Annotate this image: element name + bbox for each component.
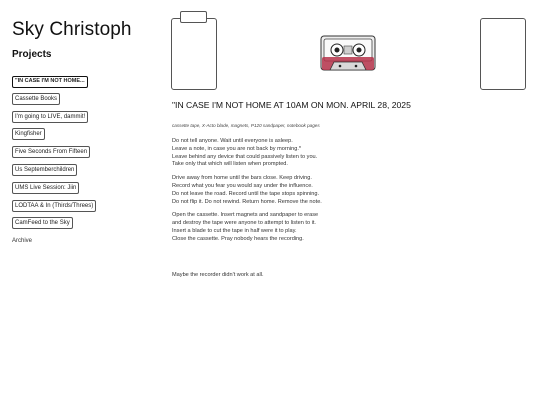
post-line: Drive away from home until the bars close. Keep driving.	[172, 175, 312, 182]
post-materials: cassette tape, X-Acto blade, magnets, P120 sandpaper, notebook pages	[172, 123, 320, 128]
nav-item-ums-live-session[interactable]: UMS Live Session: Jiin	[12, 182, 79, 194]
nav-item-camfeed-to-the-sky[interactable]: CamFeed to the Sky	[12, 217, 73, 229]
post-line: Close the cassette. Pray nobody hears the recording.	[172, 235, 304, 242]
post-line: Leave behind any device that could passively listen to you.	[172, 153, 318, 160]
site-title[interactable]: Sky Christoph	[12, 19, 132, 40]
post-line: Leave a note, in case you are not back by morning.*	[172, 145, 302, 152]
post-line: Do not leave the road. Record until the tape stops spinning.	[172, 190, 320, 197]
post-line: Do not flip it. Do not rewind. Return home. Remove the note.	[172, 198, 322, 205]
post-line: Insert a blade to cut the tape in half were it to play.	[172, 227, 297, 234]
nav-item-im-going-to-live[interactable]: I'm going to LIVE, dammit!	[12, 111, 88, 123]
previous-project-card[interactable]	[171, 18, 217, 90]
post-line: Take only that which will listen when prompted.	[172, 161, 288, 168]
nav-archive-link[interactable]: Archive	[12, 238, 33, 245]
next-project-card[interactable]	[480, 18, 526, 90]
nav-item-in-case-im-not-home[interactable]: "IN CASE I'M NOT HOME...	[12, 76, 88, 88]
post-line: Do not tell anyone. Wait until everyone is asleep.	[172, 138, 293, 144]
post-body	[172, 138, 382, 250]
projects-heading: Projects	[12, 49, 52, 60]
projects-nav	[12, 69, 152, 247]
post-closing-line: Maybe the recorder didn't work at all.	[172, 272, 264, 278]
post-paragraph	[172, 138, 382, 169]
nav-item-kingfisher[interactable]: Kingfisher	[12, 128, 45, 140]
nav-item-cassette-books[interactable]: Cassette Books	[12, 93, 60, 105]
nav-item-lodtaa[interactable]: LODTAA & In (Thirds/Threes)	[12, 200, 96, 212]
post-line: and destroy the tape were anyone to attempt to listen to it.	[172, 220, 316, 227]
post-line: Record what you fear you would say under the influence.	[172, 182, 313, 189]
post-paragraph	[172, 212, 382, 243]
nav-item-us-septemberchildren[interactable]: Us Septemberchildren	[12, 164, 77, 176]
post-paragraph	[172, 175, 382, 206]
previous-project-card-tab	[180, 11, 207, 23]
nav-item-five-seconds-from-fifteen[interactable]: Five Seconds From Fifteen	[12, 146, 90, 158]
post-line: Open the cassette. Insert magnets and sandpaper to erase	[172, 212, 319, 219]
cassette-tape-icon	[320, 35, 376, 71]
post-title: "IN CASE I'M NOT HOME AT 10AM ON MON. APRIL 28, 2025	[172, 100, 411, 110]
